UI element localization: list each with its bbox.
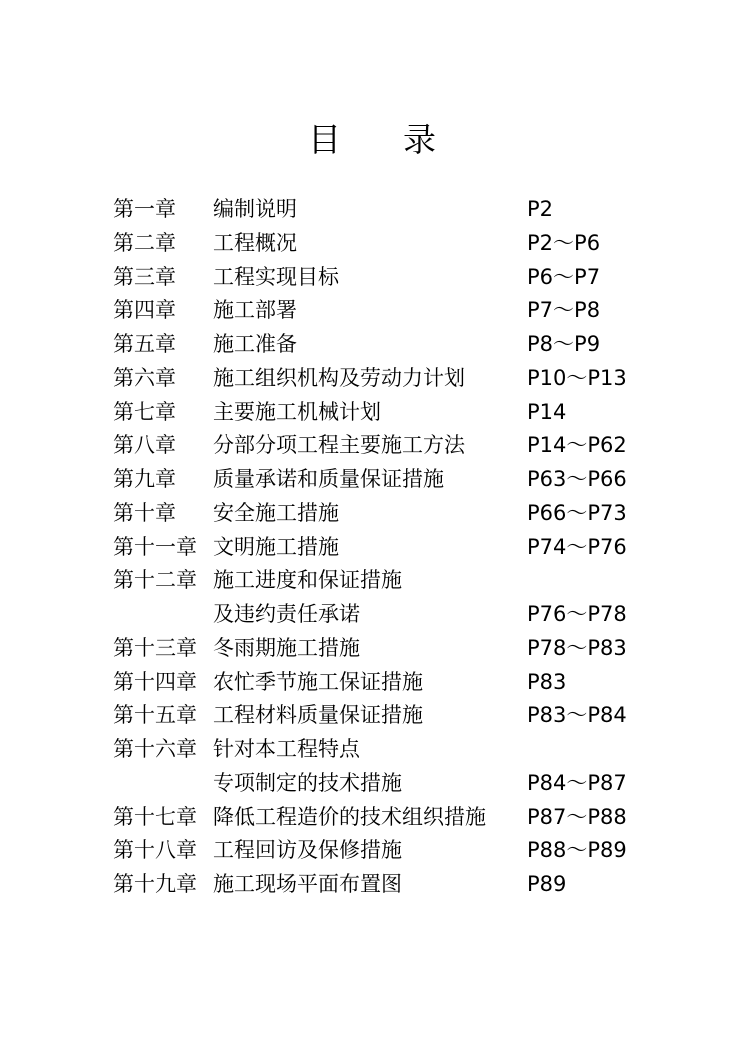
toc-row-continuation — [113, 767, 673, 801]
toc-pages: P89 — [527, 872, 567, 896]
toc-title: 专项制定的技术措施 — [213, 770, 402, 795]
toc-row — [113, 294, 673, 328]
toc-chapter: 第十八章 — [113, 838, 197, 863]
toc-pages: P83 — [527, 669, 567, 694]
toc-row — [113, 396, 673, 430]
toc-chapter: 第十七章 — [113, 804, 197, 829]
toc-pages: P84～P87 — [527, 770, 627, 795]
toc-row — [113, 834, 673, 868]
toc-pages: P6～P7 — [527, 264, 601, 289]
toc-pages: P74～P76 — [527, 534, 627, 559]
toc-title: 文明施工措施 — [213, 534, 339, 559]
toc-pages: P88～P89 — [527, 838, 627, 863]
toc-row — [113, 193, 673, 227]
toc-pages: P78～P83 — [527, 635, 627, 660]
toc-title: 主要施工机械计划 — [213, 399, 381, 424]
toc-chapter: 第七章 — [113, 399, 176, 424]
toc-chapter: 第十四章 — [113, 669, 197, 694]
toc-title: 工程材料质量保证措施 — [213, 703, 423, 728]
toc-row — [113, 733, 673, 767]
toc-title: 分部分项工程主要施工方法 — [213, 433, 465, 458]
toc-chapter: 第十一章 — [113, 534, 197, 559]
toc-pages: P76～P78 — [527, 602, 627, 626]
title-char-2: 录 — [403, 120, 436, 159]
toc-chapter: 第十九章 — [113, 872, 197, 896]
toc-chapter: 第十章 — [113, 500, 176, 525]
toc-chapter: 第九章 — [113, 467, 176, 491]
toc-row — [113, 227, 673, 261]
toc-title: 安全施工措施 — [213, 500, 339, 525]
toc-title: 农忙季节施工保证措施 — [213, 669, 423, 694]
toc-row — [113, 632, 673, 666]
toc-title: 编制说明 — [213, 197, 297, 221]
toc-chapter: 第三章 — [113, 264, 176, 289]
toc-title: 施工现场平面布置图 — [213, 872, 402, 896]
toc-pages: P2～P6 — [527, 230, 601, 255]
toc-row — [113, 868, 673, 902]
toc-pages: P63～P66 — [527, 467, 627, 491]
toc-title: 质量承诺和质量保证措施 — [213, 467, 444, 491]
toc-chapter: 第十二章 — [113, 568, 197, 593]
toc-title: 冬雨期施工措施 — [213, 635, 360, 660]
toc-row — [113, 666, 673, 700]
toc-row-continuation — [113, 598, 673, 632]
toc-title: 针对本工程特点 — [213, 737, 360, 761]
toc-chapter: 第六章 — [113, 365, 176, 390]
toc-row — [113, 362, 673, 396]
toc-chapter: 第五章 — [113, 332, 176, 356]
toc-title: 降低工程造价的技术组织措施 — [213, 804, 486, 829]
toc-pages: P83～P84 — [527, 703, 627, 728]
toc-title: 及违约责任承诺 — [213, 602, 360, 626]
toc-pages: P10～P13 — [527, 365, 627, 390]
toc-title: 工程概况 — [213, 230, 297, 255]
toc-chapter: 第一章 — [113, 197, 176, 221]
toc-chapter: 第十六章 — [113, 737, 197, 761]
toc-title: 施工进度和保证措施 — [213, 568, 402, 593]
toc-title: 工程回访及保修措施 — [213, 838, 402, 863]
toc-chapter: 第八章 — [113, 433, 176, 458]
toc-chapter: 第十三章 — [113, 635, 197, 660]
toc-pages: P14 — [527, 399, 567, 424]
toc-pages: P2 — [527, 197, 554, 221]
toc-row — [113, 463, 673, 497]
toc-chapter: 第十五章 — [113, 703, 197, 728]
toc-pages: P66～P73 — [527, 500, 627, 525]
toc-pages: P8～P9 — [527, 332, 601, 356]
toc-title: 施工组织机构及劳动力计划 — [213, 365, 465, 390]
toc-row — [113, 801, 673, 835]
toc-chapter: 第四章 — [113, 298, 176, 323]
toc-pages: P87～P88 — [527, 804, 627, 829]
toc-chapter: 第二章 — [113, 230, 176, 255]
toc-row — [113, 531, 673, 565]
toc-row — [113, 699, 673, 733]
toc-row — [113, 497, 673, 531]
page-title — [0, 116, 744, 164]
toc-pages: P14～P62 — [527, 433, 627, 458]
toc-pages: P7～P8 — [527, 298, 601, 323]
title-char-1: 目 — [308, 120, 341, 159]
toc-row — [113, 328, 673, 362]
toc-row — [113, 429, 673, 463]
toc-row — [113, 564, 673, 598]
toc-row — [113, 261, 673, 295]
toc-title: 施工准备 — [213, 332, 297, 356]
toc-title: 施工部署 — [213, 298, 297, 323]
table-of-contents — [113, 193, 673, 902]
toc-title: 工程实现目标 — [213, 264, 339, 289]
